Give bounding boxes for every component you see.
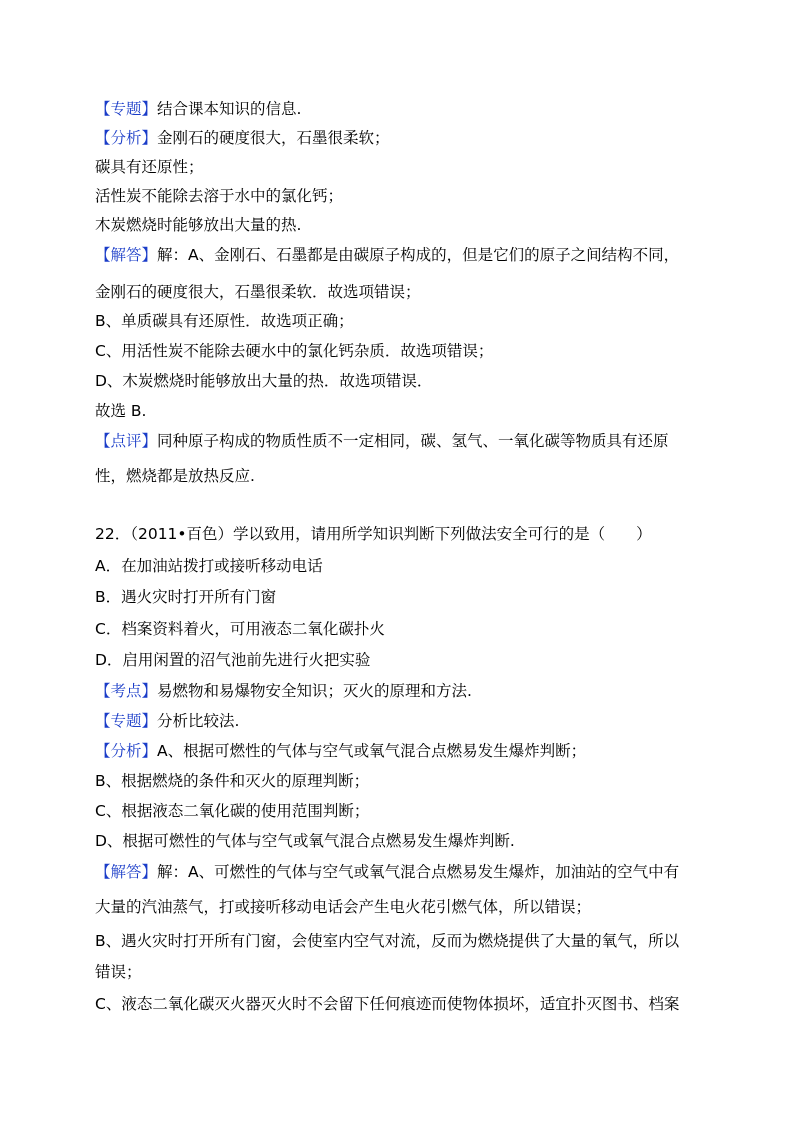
option-c: C．档案资料着火，可用液态二氧化碳扑火 bbox=[95, 620, 385, 638]
answer-text: B、遇火灾时打开所有门窗，会使室内空气对流，反而为燃烧提供了大量的氧气，所以 bbox=[95, 932, 680, 950]
analysis-text: B、根据燃烧的条件和灭火的原理判断； bbox=[95, 772, 370, 790]
analysis-text: 金刚石的硬度很大，石墨很柔软； bbox=[157, 129, 390, 147]
option-b: B．遇火灾时打开所有门窗 bbox=[95, 588, 277, 606]
analysis-tag: 【分析】 bbox=[95, 129, 158, 147]
topic-text: 结合课本知识的信息. bbox=[157, 100, 302, 118]
option-a: A．在加油站拨打或接听移动电话 bbox=[95, 557, 323, 575]
analysis-text: D、根据可燃性的气体与空气或氧气混合点燃易发生爆炸判断. bbox=[95, 832, 515, 850]
answer-text: 故选 B. bbox=[95, 402, 147, 420]
answer-text: 解：A、可燃性的气体与空气或氧气混合点燃易发生爆炸，加油站的空气中有 bbox=[157, 863, 680, 881]
analysis-text: 木炭燃烧时能够放出大量的热. bbox=[95, 216, 302, 234]
analysis-text: A、根据可燃性的气体与空气或氧气混合点燃易发生爆炸判断； bbox=[157, 742, 587, 760]
comment-tag: 【点评】 bbox=[95, 432, 158, 450]
comment-text: 性，燃烧都是放热反应. bbox=[95, 467, 255, 485]
answer-text: 金刚石的硬度很大，石墨很柔软．故选项错误； bbox=[95, 283, 421, 301]
topic-line bbox=[95, 99, 715, 119]
topic-text: 分析比较法. bbox=[157, 712, 240, 730]
point-text: 易燃物和易爆物安全知识；灭火的原理和方法. bbox=[157, 682, 472, 700]
answer-line bbox=[95, 862, 715, 882]
answer-text: 错误； bbox=[95, 963, 142, 981]
analysis-text: C、根据液态二氧化碳的使用范围判断； bbox=[95, 802, 370, 820]
question-stem: 22．（2011•百色）学以致用，请用所学知识判断下列做法安全可行的是（ ） bbox=[95, 525, 652, 543]
point-tag: 【考点】 bbox=[95, 682, 158, 700]
analysis-tag: 【分析】 bbox=[95, 742, 158, 760]
answer-text: B、单质碳具有还原性．故选项正确； bbox=[95, 312, 354, 330]
answer-text: C、用活性炭不能除去硬水中的氯化钙杂质．故选项错误； bbox=[95, 342, 494, 360]
answer-text: 解：A、金刚石、石墨都是由碳原子构成的，但是它们的原子之间结构不同， bbox=[157, 246, 680, 264]
topic-line bbox=[95, 711, 715, 731]
analysis-line bbox=[95, 741, 715, 761]
comment-line bbox=[95, 431, 715, 451]
answer-tag: 【解答】 bbox=[95, 863, 158, 881]
answer-text: D、木炭燃烧时能够放出大量的热．故选项错误． bbox=[95, 372, 433, 390]
analysis-text: 活性炭不能除去溶于水中的氯化钙； bbox=[95, 187, 344, 205]
answer-text: 大量的汽油蒸气，打或接听移动电话会产生电火花引燃气体，所以错误； bbox=[95, 898, 592, 916]
point-line bbox=[95, 681, 715, 701]
topic-tag: 【专题】 bbox=[95, 712, 158, 730]
answer-line bbox=[95, 245, 715, 265]
answer-tag: 【解答】 bbox=[95, 246, 158, 264]
answer-text: C、液态二氧化碳灭火器灭火时不会留下任何痕迹而使物体损坏，适宜扑灭图书、档案 bbox=[95, 995, 680, 1013]
topic-tag: 【专题】 bbox=[95, 100, 158, 118]
analysis-line bbox=[95, 128, 715, 148]
option-d: D．启用闲置的沼气池前先进行火把实验 bbox=[95, 651, 371, 669]
comment-text: 同种原子构成的物质性质不一定相同，碳、氢气、一氧化碳等物质具有还原 bbox=[157, 432, 669, 450]
analysis-text: 碳具有还原性； bbox=[95, 158, 204, 176]
